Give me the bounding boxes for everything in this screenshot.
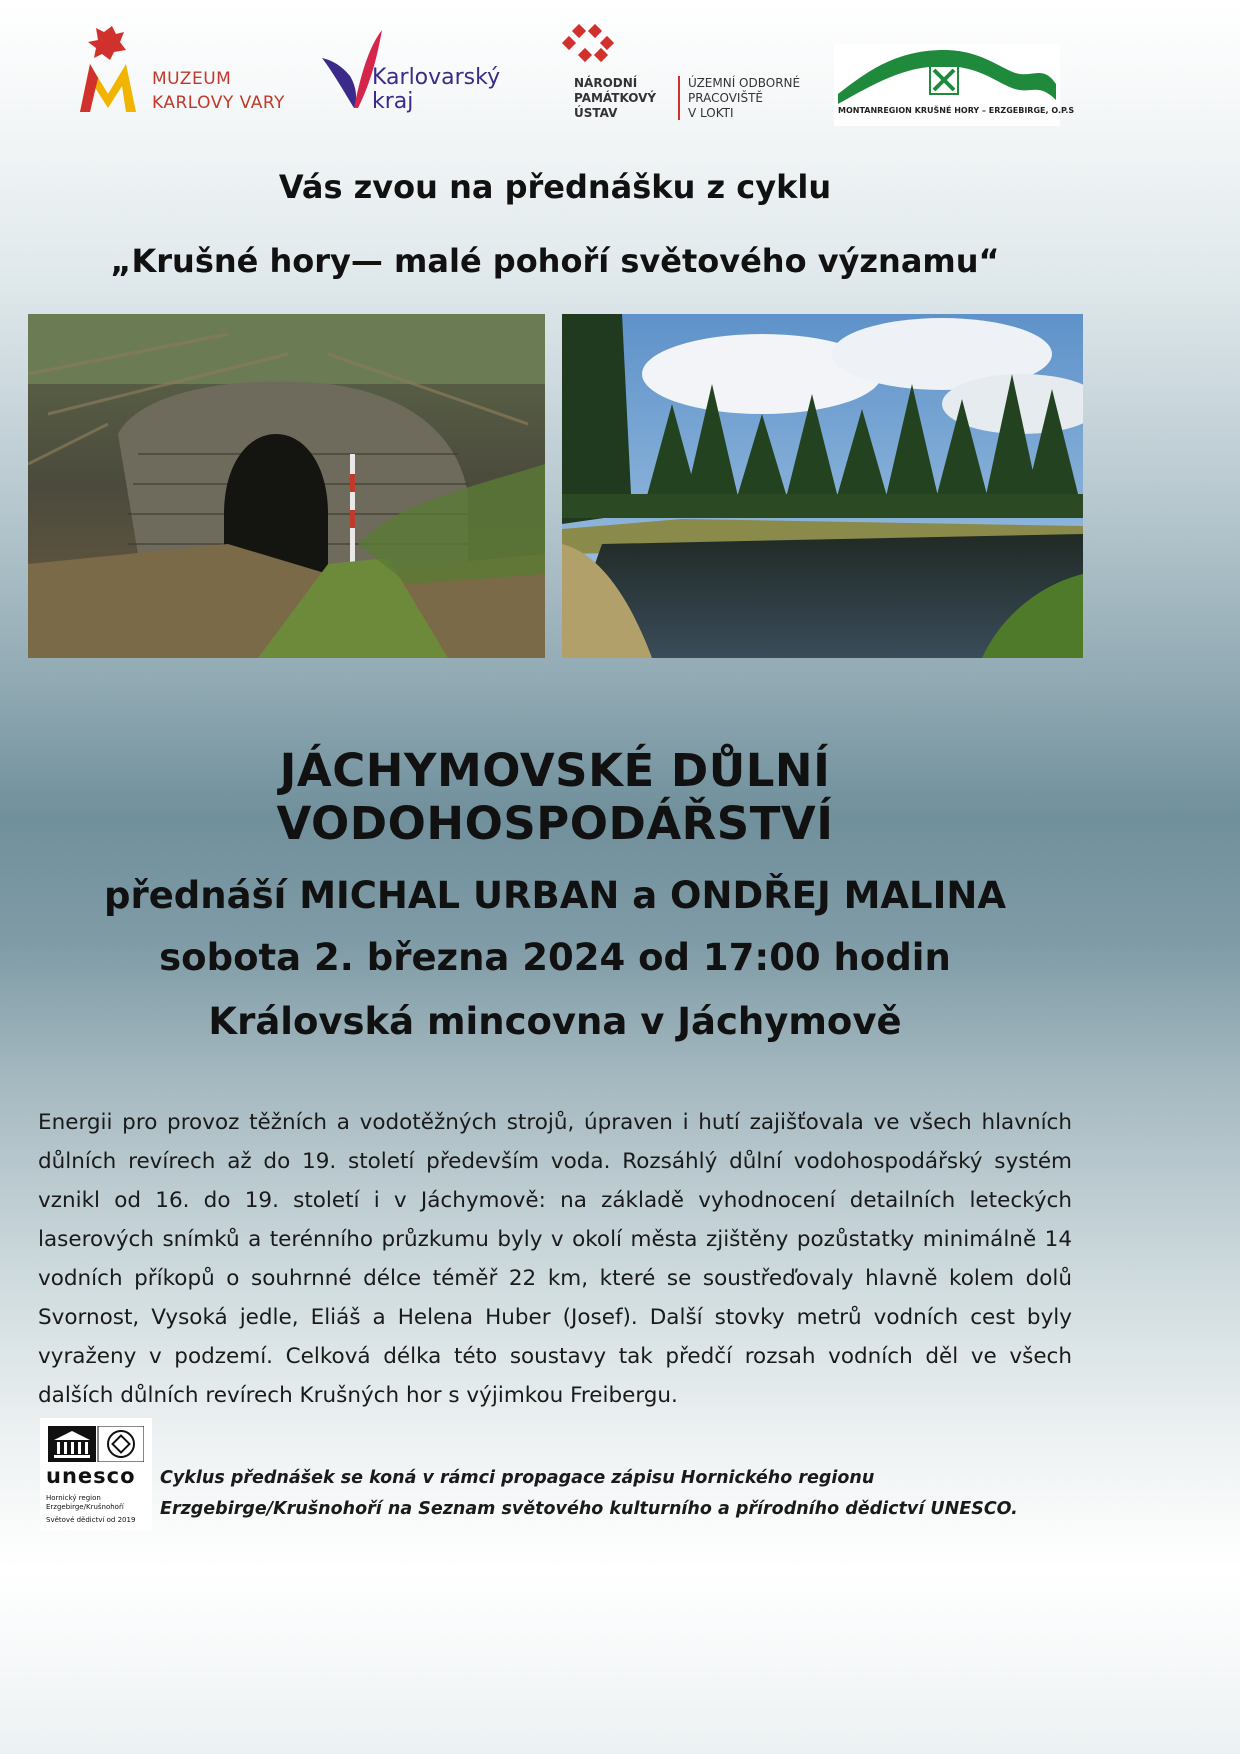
- unesco-wordmark: unesco: [46, 1464, 136, 1488]
- npu-diamond-icon: [558, 24, 626, 68]
- date-time: sobota 2. března 2024 od 17:00 hodin: [159, 936, 951, 979]
- lecture-description: Energii pro provoz těžních a vodotěžných strojů, úpraven i hutí zajišťovala ve všech hlavních důlních revírech až do 19. století především voda. Rozsáhlý důlní vodohospodářský systém vznikl od 16. do 19. století i v Jáchymově: na základě vyhodnocení detailních leteckých laserových snímků a terénního průzkumu byly v okolí města zjištěny pozůstatky minimálně 14 vodních příkopů o souhrnné délce téměř 22 km, které se soustřeďovaly hlavně kolem dolů Svornost, Vysoká jedle, Eliáš a Helena Huber (Josef). Další stovky metrů vodních cest byly vyraženy v podzemí. Celková délka této soustavy tak předčí rozsah vodních děl ve všech dalších důlních revírech Krušných hor s výjimkou Freibergu.: [38, 1110, 1072, 1408]
- footer-note: Cyklus přednášek se koná v rámci propagace zápisu Hornického regionu Erzgebirge/Krušnohoří na Seznam světového kulturního a přírodního dědictví UNESCO.: [160, 1468, 1018, 1519]
- muzeum-name-line1: MUZEUM: [152, 69, 232, 89]
- npu-left-line3: ÚSTAV: [574, 106, 618, 120]
- unesco-caption-line3: Světové dědictví od 2019: [46, 1516, 136, 1524]
- unesco-logo: [40, 1418, 152, 1530]
- photo-forest-lake: [562, 314, 1083, 658]
- lecturers: přednáší MICHAL URBAN a ONDŘEJ MALINA: [103, 874, 1007, 917]
- montanregion-mountains-icon: [834, 44, 1060, 104]
- npu-left-line1: NÁRODNÍ: [574, 76, 638, 90]
- lecture-title: JÁCHYMOVSKÉ DŮLNÍ VODOHOSPODÁŘSTVÍ: [276, 744, 834, 850]
- kraj-name-line1: Karlovarský: [372, 65, 501, 90]
- muzeum-lion-m-icon: [76, 24, 140, 116]
- npu-divider: [678, 76, 680, 120]
- unesco-caption-line1: Hornický region: [46, 1494, 101, 1502]
- npu-right-line2: PRACOVIŠTĚ: [688, 91, 763, 105]
- photo-stone-tunnel: [28, 314, 545, 658]
- karlovarsky-kraj-logo: [320, 28, 520, 118]
- npu-right-line1: ÚZEMNÍ ODBORNÉ: [688, 76, 801, 90]
- venue: Královská mincovna v Jáchymově: [208, 1000, 902, 1043]
- unesco-temple-icon: [48, 1426, 144, 1462]
- invitation-line: Vás zvou na přednášku z cyklu: [278, 168, 832, 206]
- montanregion-name: MONTANREGION KRUŠNÉ HORY – ERZGEBIRGE, O.P.S: [838, 106, 1075, 115]
- narodni-pamatkovy-ustav-logo: [556, 24, 818, 128]
- npu-left-line2: PAMÁTKOVÝ: [574, 91, 657, 105]
- muzeum-karlovy-vary-logo: [76, 24, 296, 116]
- muzeum-name-line2: KARLOVY VARY: [152, 93, 285, 113]
- kraj-name-line2: kraj: [372, 89, 414, 114]
- unesco-caption-line2: Erzgebirge/Krušnohoří: [46, 1503, 124, 1511]
- montanregion-logo: [834, 44, 1075, 126]
- series-title: „Krušné hory— malé pohoří světového významu“: [110, 242, 1000, 280]
- npu-right-line3: V LOKTI: [688, 106, 734, 120]
